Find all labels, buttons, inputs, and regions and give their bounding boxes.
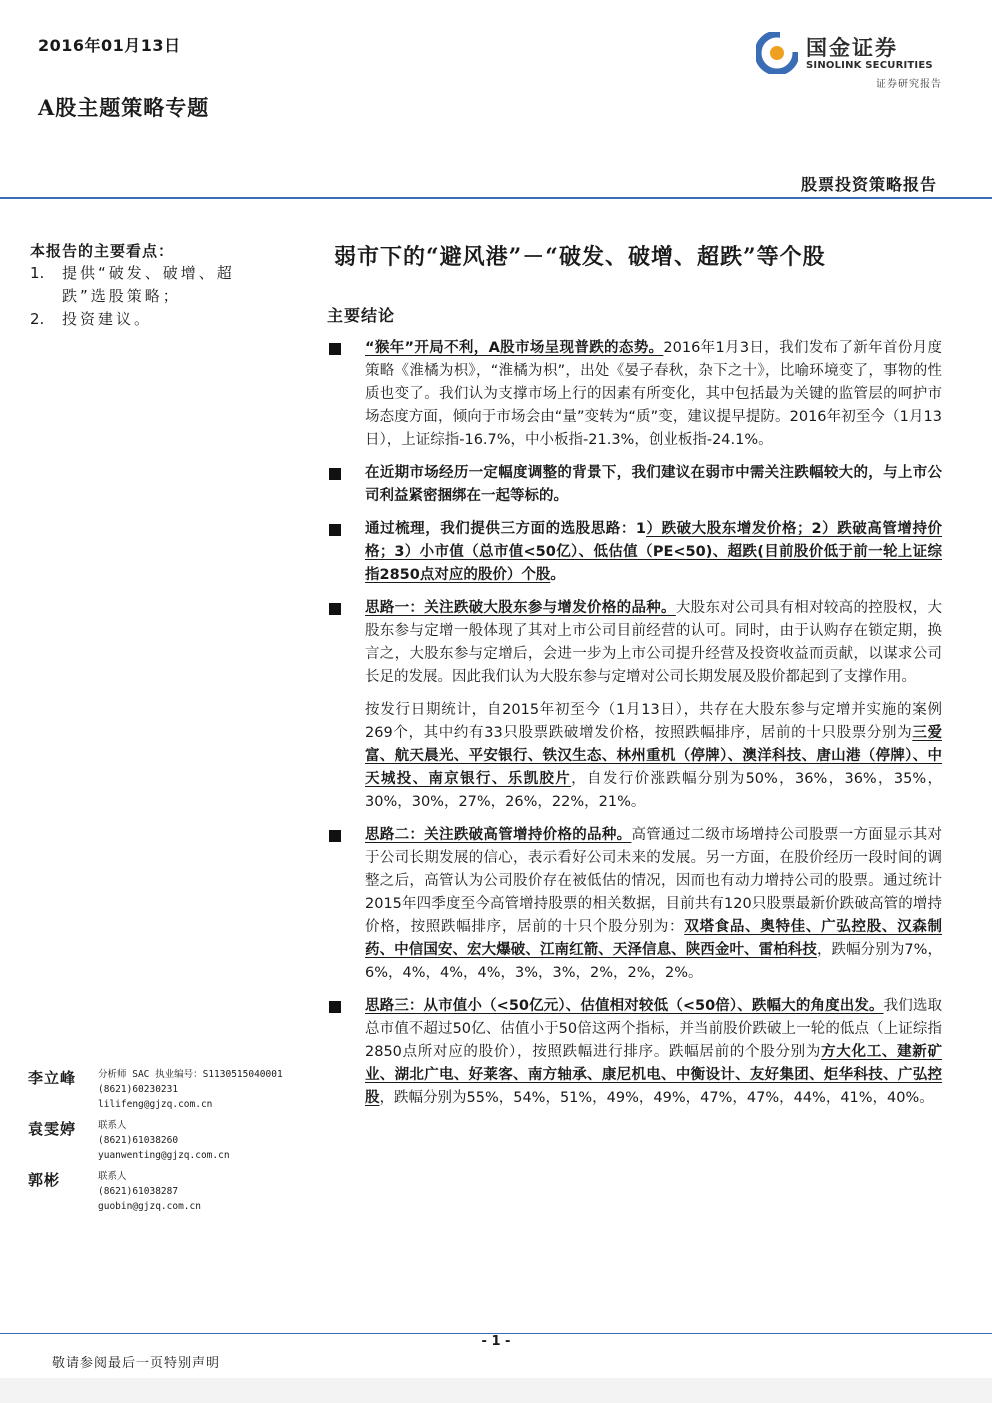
highlights-list <box>30 262 270 331</box>
bullet-lead: 在近期市场经历一定幅度调整的背景下，我们建议在弱市中需关注跌幅较大的，与上市公司利益紧密捆绑在一起等标的。 <box>365 465 942 504</box>
bullet-end: 。 <box>550 567 565 583</box>
bullet-body: 我们选取总市值不超过50亿、估值小于50倍这两个指标，并当前股价跌破上一轮的低点（上证综指2850点所对应的股价），按照跌幅进行排序。跌幅居前的个股分别为 <box>365 998 943 1060</box>
header-divider <box>0 197 992 199</box>
analyst-email: lilifeng@gjzq.com.cn <box>98 1099 213 1110</box>
bullet-body: ，跌幅分别为55%，54%，51%，49%，49%，47%，47%，44%，41%，40%。 <box>379 1090 934 1106</box>
analyst-name: 李立峰 <box>28 1069 77 1087</box>
paragraph-text: ，自发行价涨跌幅分别为50%，36%，36%，35%，30%，30%，27%，26%，22%，21%。 <box>365 771 943 810</box>
bullet-lead: 通过梳理，我们提供三方面的选股思路：1 <box>365 521 646 537</box>
highlight-item <box>30 262 270 308</box>
analyst-card <box>28 1169 298 1214</box>
bullet-square-icon <box>329 603 341 615</box>
bullet-lead: 思路一：关注跌破大股东参与增发价格的品种。 <box>365 600 676 616</box>
bullet-square-icon <box>329 468 341 480</box>
bullet-square-icon <box>329 343 341 355</box>
analyst-phone: (8621)60230231 <box>98 1084 179 1095</box>
bullet-lead: 思路三：从市值小（<50亿元）、估值相对较低（<50倍）、跌幅大的角度出发。 <box>365 998 884 1014</box>
report-title: 弱市下的“避风港”－“破发、破增、超跌”等个股 <box>334 244 826 270</box>
logo-english-name: SINOLINK SECURITIES <box>806 60 933 71</box>
bullet-body: 高管通过二级市场增持公司股票一方面显示其对于公司长期发展的信心，表示看好公司未来的发展。另一方面，在股价经历一段时间的调整之后，高管认为公司股价存在被低估的情况，因而也有动力增持公司的股票。通过统计2015年四季度至今高管增持股票的相关数据，目前共有120只股票最新价跌破高管的增持价格，按照跌幅排序，居前的十只个股分别为： <box>365 827 943 935</box>
analyst-role: 联系人 <box>98 1171 127 1182</box>
page-number: - 1 - <box>481 1334 511 1349</box>
logo-chinese-name: 国金证券 <box>806 36 898 60</box>
bullet-lead: “猴年”开局不利，A股市场呈现普跌的态势。 <box>365 340 664 356</box>
logo-subtitle: 证券研究报告 <box>876 79 942 90</box>
analyst-email: yuanwenting@gjzq.com.cn <box>98 1150 230 1161</box>
bullet-lead: 思路二：关注跌破高管增持价格的品种。 <box>365 827 632 843</box>
conclusion-bullet <box>327 518 942 587</box>
paragraph-text: 按发行日期统计，自2015年初至今（1月13日），共存在大股东参与定增并实施的案例269个，其中约有33只股票跌破增发价格，按照跌幅排序，居前的十只股票分别为 <box>365 702 942 741</box>
company-logo <box>756 30 948 90</box>
highlight-text: 投资建议。 <box>62 310 153 328</box>
bullet-square-icon <box>329 524 341 536</box>
analyst-phone: (8621)61038287 <box>98 1186 179 1197</box>
stock-list: 双塔食品、奥特佳、广弘控股、汉森制药、中信国安、宏大爆破、江南红箭、天泽信息、陕西金叶、雷柏科技 <box>365 919 943 958</box>
analyst-name: 袁雯婷 <box>28 1120 77 1138</box>
conclusion-bullet <box>327 824 942 985</box>
sinolink-logo-icon <box>756 32 798 74</box>
analyst-email: guobin@gjzq.com.cn <box>98 1201 201 1212</box>
analyst-card <box>28 1118 298 1163</box>
main-content <box>327 337 942 1120</box>
analyst-phone: (8621)61038260 <box>98 1135 179 1146</box>
bullet-square-icon <box>329 830 341 842</box>
analyst-role: 联系人 <box>98 1120 127 1131</box>
bullet-body: ，跌幅分别为7%，6%，4%，4%，4%，3%，3%，2%，2%，2%。 <box>365 942 942 981</box>
disclaimer-note: 敬请参阅最后一页特别声明 <box>52 1356 221 1371</box>
analyst-contacts <box>28 1067 298 1220</box>
highlight-number: 2. <box>30 310 45 328</box>
conclusion-bullet <box>327 597 942 689</box>
stock-list: 方大化工、建新矿业、湖北广电、好莱客、南方轴承、康尼机电、中衡设计、友好集团、炬华科技、广弘控股 <box>365 1044 943 1106</box>
conclusion-bullet <box>327 462 942 508</box>
report-type: 股票投资策略报告 <box>800 175 937 194</box>
highlights-title: 本报告的主要看点： <box>30 242 175 260</box>
highlight-number: 1. <box>30 264 45 282</box>
conclusion-paragraph <box>365 699 942 814</box>
bullet-body: 大股东对公司具有相对较高的控股权，大股东参与定增一般体现了其对上市公司目前经营的认可。同时，由于认购存在锁定期，换言之，大股东参与定增后，会进一步为上市公司提升经营及投资收益而贡献，以谋求公司长足的发展。因此我们认为大股东参与定增对公司长期发展及股价都起到了支撑作用。 <box>365 600 943 685</box>
analyst-card <box>28 1067 298 1112</box>
report-series: A股主题策略专题 <box>38 95 210 120</box>
analyst-role: 分析师 SAC 执业编号：S1130515040001 <box>98 1069 283 1080</box>
bullet-body: 2016年1月3日，我们发布了新年首份月度策略《淮橘为枳》，“淮橘为枳”，出处《晏子春秋，杂下之十》，比喻环境变了，事物的性质也变了。我们认为支撑市场上行的因素有所变化，其中包括最为关键的监管层的呵护市场态度方面，倾向于市场会由“量”变转为“质”变，建议提早提防。2016年初至今（1月13日），上证综指-16.7%，中小板指-21.3%，创业板指-24.1%。 <box>365 340 942 448</box>
stock-list: 三爱富、航天晨光、平安银行、铁汉生态、林州重机（停牌）、澳洋科技、唐山港（停牌）、中天城投、南京银行、乐凯胶片 <box>365 725 943 787</box>
bullet-square-icon <box>329 1001 341 1013</box>
highlight-text: 提供“破发、破增、超跌”选股策略； <box>62 264 235 305</box>
report-date: 2016年01月13日 <box>38 36 181 55</box>
highlight-item <box>30 308 270 331</box>
bullet-lead-underlined: ）跌破大股东增发价格；2）跌破高管增持价格；3）小市值（总市值<50亿）、低估值（PE<50)、超跌(目前股价低于前一轮上证综指2850点对应的股价）个股 <box>365 521 943 583</box>
footer-band <box>0 1378 992 1403</box>
conclusion-bullet <box>327 995 942 1110</box>
section-title: 主要结论 <box>327 306 396 325</box>
conclusion-bullet <box>327 337 942 452</box>
analyst-name: 郭彬 <box>28 1171 61 1189</box>
